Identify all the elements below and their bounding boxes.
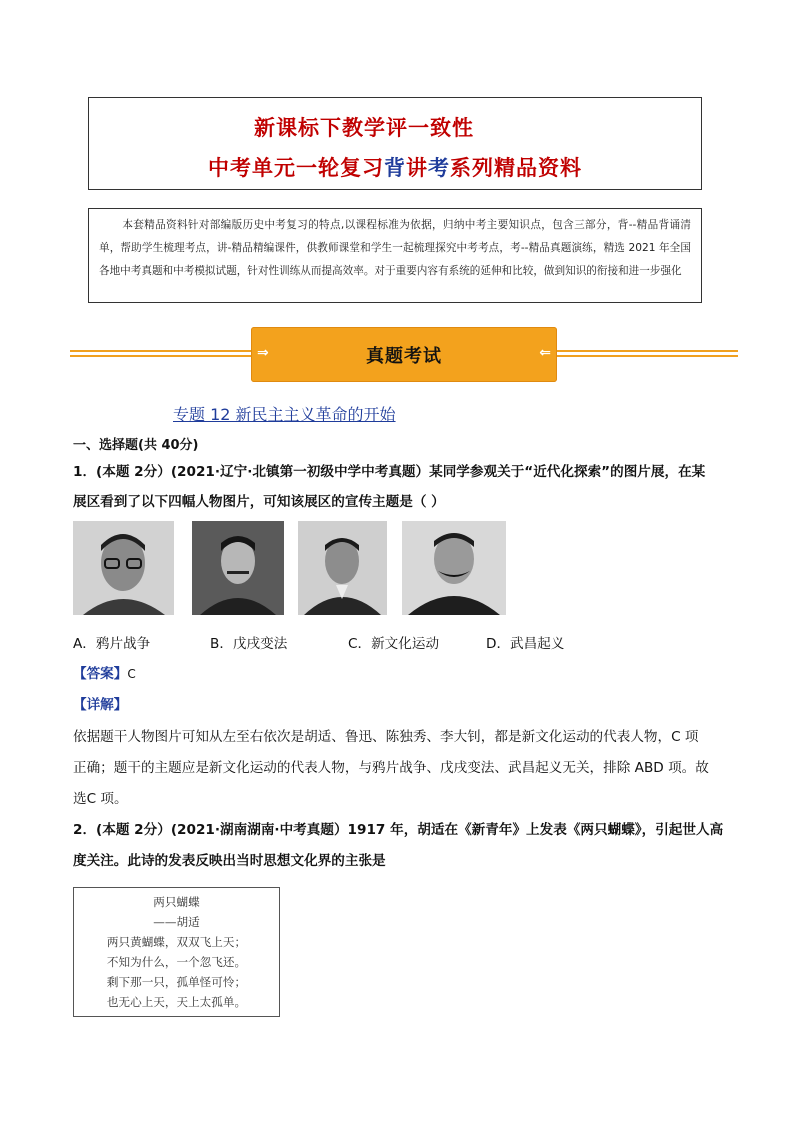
detail-line-3: 选C 项。 xyxy=(73,791,128,807)
option-d: D．武昌起义 xyxy=(486,636,565,652)
intro-box xyxy=(88,208,702,303)
poem-title: 两只蝴蝶 xyxy=(153,895,200,909)
topic-title[interactable]: 专题 12 新民主主义革命的开始 xyxy=(173,405,396,424)
banner-line-right xyxy=(556,350,738,357)
title-line-2: 中考单元一轮复习背讲考系列精品资料 xyxy=(208,155,582,180)
portrait-photo-3 xyxy=(298,521,387,615)
detail-line-2: 正确；题干的主题应是新文化运动的代表人物，与鸦片战争、戊戌变法、武昌起义无关，排除 ABD 项。故 xyxy=(73,760,709,776)
detail-line-1: 依据题干人物图片可知从左至右依次是胡适、鲁迅、陈独秀、李大钊，都是新文化运动的代表人物，C 项 xyxy=(73,729,699,745)
banner-label: 真题考试 xyxy=(366,346,442,367)
detail-label: 【详解】 xyxy=(73,697,128,713)
arrow-left-icon: ⇐ xyxy=(539,345,551,361)
title-box xyxy=(88,97,702,190)
q2-line-1: 2．(本题 2分）(2021·湖南湖南·中考真题）1917 年，胡适在《新青年》上发表《两只蝴蝶》，引起世人高 xyxy=(73,822,724,838)
q1-line-2: 展区看到了以下四幅人物图片，可知该展区的宣传主题是（ ） xyxy=(73,494,445,510)
arrow-right-icon: ⇒ xyxy=(257,345,269,361)
option-a: A．鸦片战争 xyxy=(73,636,151,652)
section-header: 一、选择题(共 40分) xyxy=(73,438,199,453)
poem-author: ——胡适 xyxy=(153,915,200,929)
intro-text: 本套精品资料针对部编版历史中考复习的特点,以课程标准为依据，归纳中考主要知识点，包含三部分，背--精品背诵清单，帮助学生梳理考点，讲-精品精编课件，供教师课堂和学生一起梳理探究中考考点，考--精品真题演练，精选 2021 年全国各地中考真题和中考模拟试题，针对性训练从而提高效率。对于重要内容有系统的延伸和比较，做到知识的衔接和进一步强化 xyxy=(99,219,691,277)
q2-line-2: 度关注。此诗的发表反映出当时思想文化界的主张是 xyxy=(73,853,386,869)
portrait-photo-2 xyxy=(192,521,284,615)
title-line-1: 新课标下教学评一致性 xyxy=(254,115,474,140)
option-c: C．新文化运动 xyxy=(348,636,440,652)
poem-line-1: 两只黄蝴蝶，双双飞上天； xyxy=(106,935,247,949)
portrait-photo-1 xyxy=(73,521,174,615)
poem-line-3: 剩下那一只，孤单怪可怜； xyxy=(106,975,247,989)
answer-label: 【答案】 xyxy=(73,666,128,682)
poem-line-4: 也无心上天，天上太孤单。 xyxy=(106,995,247,1009)
portrait-photo-4 xyxy=(402,521,506,615)
poem-line-2: 不知为什么，一个忽飞还。 xyxy=(106,955,247,969)
answer-row xyxy=(73,662,136,682)
poem-box xyxy=(73,887,280,1017)
section-banner xyxy=(251,327,557,382)
answer-value: C xyxy=(127,667,136,681)
option-b: B．戊戌变法 xyxy=(210,636,288,652)
banner-line-left xyxy=(70,350,252,357)
q1-line-1: 1．(本题 2分）(2021·辽宁·北镇第一初级中学中考真题）某同学参观关于“近代化探索”的图片展，在某 xyxy=(73,464,706,480)
